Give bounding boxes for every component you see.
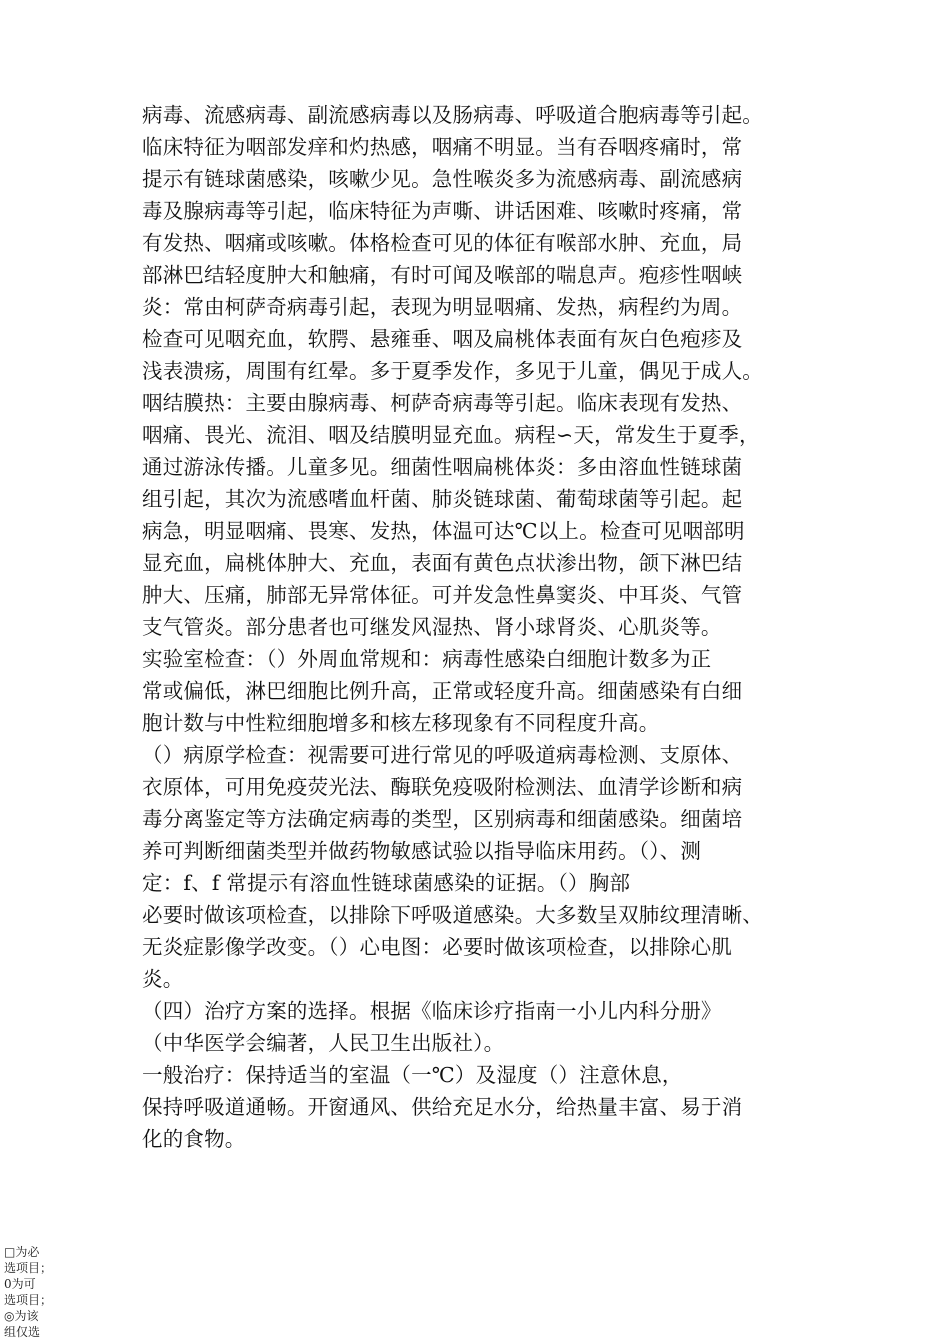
- body-text-line: 有发热、咽痛或咳嗽。体格检查可见的体征有喉部水肿、充血，局: [142, 231, 743, 255]
- body-text-line: 定：f、f 常提示有溶血性链球菌感染的证据。（）胸部: [142, 871, 631, 895]
- footnote-line: 0为可: [4, 1277, 36, 1291]
- body-text-line: 炎：常由柯萨奇病毒引起，表现为明显咽痛、发热，病程约为周。: [142, 295, 743, 319]
- footnote-line: 选项目；: [4, 1293, 53, 1307]
- body-text-line: 提示有链球菌感染，咳嗽少见。急性喉炎多为流感病毒、副流感病: [142, 167, 743, 191]
- body-text-line: 病急，明显咽痛、畏寒、发热，体温可达℃以上。检查可见咽部明: [142, 519, 745, 543]
- body-text-line: 临床特征为咽部发痒和灼热感，咽痛不明显。当有吞咽疼痛时，常: [142, 135, 743, 159]
- body-text-line: 常或偏低，淋巴细胞比例升高，正常或轻度升高。细菌感染有白细: [142, 679, 743, 703]
- body-text-line: （四）治疗方案的选择。根据《临床诊疗指南一小儿内科分册》: [142, 999, 722, 1023]
- footnote-line: 选项目；: [4, 1261, 53, 1275]
- body-text-line: 衣原体，可用免疫荧光法、酶联免疫吸附检测法、血清学诊断和病: [142, 775, 743, 799]
- body-text-line: 支气管炎。部分患者也可继发风湿热、肾小球肾炎、心肌炎等。: [142, 615, 722, 639]
- body-text-line: 必要时做该项检查，以排除下呼吸道感染。大多数呈双肺纹理清晰、: [142, 903, 763, 927]
- body-text-line: 咽痛、畏光、流泪、咽及结膜明显充血。病程∽天，常发生于夏季，: [142, 423, 760, 447]
- footnote-line: □为必: [4, 1245, 40, 1259]
- body-text-line: 毒分离鉴定等方法确定病毒的类型，区别病毒和细菌感染。细菌培: [142, 807, 743, 831]
- body-text-line: （）病原学检查：视需要可进行常见的呼吸道病毒检测、支原体、: [142, 743, 743, 767]
- body-text-line: 保持呼吸道通畅。开窗通风、供给充足水分，给热量丰富、易于消: [142, 1095, 743, 1119]
- body-text-line: 组引起，其次为流感嗜血杆菌、肺炎链球菌、葡萄球菌等引起。起: [142, 487, 743, 511]
- body-text-line: 化的食物。: [142, 1127, 246, 1151]
- footnote-line: ◎为该: [4, 1309, 39, 1323]
- body-text-line: 炎。: [142, 967, 184, 991]
- body-text-line: 检查可见咽充血，软腭、悬雍垂、咽及扁桃体表面有灰白色疱疹及: [142, 327, 743, 351]
- body-text-line: 养可判断细菌类型并做药物敏感试验以指导临床用药。（）、测: [142, 839, 702, 863]
- body-text-line: 咽结膜热：主要由腺病毒、柯萨奇病毒等引起。临床表现有发热、: [142, 391, 743, 415]
- body-text-line: 显充血，扁桃体肿大、充血，表面有黄色点状渗出物，颌下淋巴结: [142, 551, 743, 575]
- body-text-line: 病毒、流感病毒、副流感病毒以及肠病毒、呼吸道合胞病毒等引起。: [142, 103, 763, 127]
- footnote-line: 组仅选: [4, 1325, 41, 1339]
- body-text-line: 部淋巴结轻度肿大和触痛，有时可闻及喉部的喘息声。疱疹性咽峡: [142, 263, 743, 287]
- body-text-line: 浅表溃疡，周围有红晕。多于夏季发作，多见于儿童，偶见于成人。: [142, 359, 763, 383]
- body-text-line: 实验室检查：（）外周血常规和：病毒性感染白细胞计数多为正: [142, 647, 712, 671]
- body-text-line: （中华医学会编著，人民卫生出版社）。: [142, 1031, 505, 1055]
- body-text-line: 胞计数与中性粒细胞增多和核左移现象有不同程度升高。: [142, 711, 660, 735]
- body-text-line: 一般治疗：保持适当的室温（一℃）及湿度（）注意休息，: [142, 1063, 683, 1087]
- body-text-line: 通过游泳传播。儿童多见。细菌性咽扁桃体炎：多由溶血性链球菌: [142, 455, 743, 479]
- body-text-line: 无炎症影像学改变。（）心电图：必要时做该项检查，以排除心肌: [142, 935, 733, 959]
- margin-footnote: [4, 1244, 64, 1340]
- body-text-line: 肿大、压痛，肺部无异常体征。可并发急性鼻窦炎、中耳炎、气管: [142, 583, 743, 607]
- body-text-line: 毒及腺病毒等引起，临床特征为声嘶、讲话困难、咳嗽时疼痛，常: [142, 199, 743, 223]
